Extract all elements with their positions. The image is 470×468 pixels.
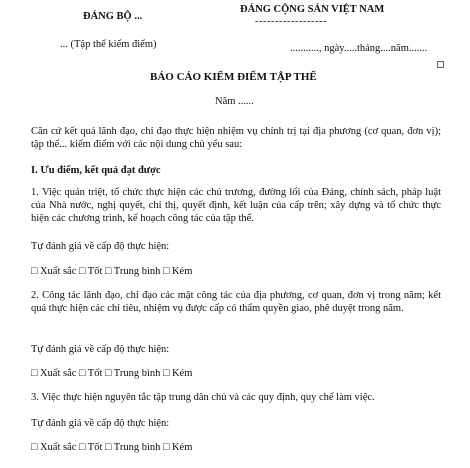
header-dashes: ------------------ (255, 16, 327, 27)
date-line: ..........., ngày.....tháng....năm....... (290, 43, 428, 54)
item-3-text: 3. Việc thực hiện nguyên tắc tập trung dân chủ và các quy định, quy chế làm việc. (31, 392, 375, 403)
collective-label: ... (Tập thể kiểm điểm) (60, 39, 157, 50)
item-2-assess-label: Tự đánh giá về cấp độ thực hiện: (31, 344, 170, 355)
item-1-options: □ Xuất sắc □ Tốt □ Trung bình □ Kém (31, 266, 193, 277)
checkbox-icon (437, 61, 444, 68)
intro-paragraph: Căn cứ kết quả lãnh đạo, chỉ đạo thực hiện nhiệm vụ chính trị tại địa phương (cơ quan, đơn vị); tập thể... kiểm điểm với các nội dung chủ yếu sau: (31, 126, 441, 150)
item-2-text: 2. Công tác lãnh đạo, chỉ đạo các mặt công tác của địa phương, cơ quan, đơn vị trong năm; kết quả thực hiện các chỉ tiêu, nhiệm vụ được cấp có thẩm quyền giao, phê duyệt trong năm. (31, 290, 441, 314)
item-1-assess-label: Tự đánh giá về cấp độ thực hiện: (31, 241, 170, 252)
party-committee: ĐẢNG BỘ ... (83, 11, 143, 22)
item-1-text: 1. Việc quán triệt, tổ chức thực hiện các chủ trương, đường lối của Đảng, chính sách, pháp luật của Nhà nước, nghị quyết, chỉ thị, quyết định, kết luận của cấp trên; xây dựng và tổ chức thực hiện các chương trình, kế hoạch công tác của tập thể. (31, 187, 441, 224)
year-line: Năm ...... (215, 96, 254, 107)
report-title: BÁO CÁO KIỂM ĐIỂM TẬP THỂ (150, 71, 317, 83)
party-name: ĐẢNG CỘNG SẢN VIỆT NAM (240, 4, 385, 15)
item-3-assess-label: Tự đánh giá về cấp độ thực hiện: (31, 418, 170, 429)
item-2-options: □ Xuất sắc □ Tốt □ Trung bình □ Kém (31, 368, 193, 379)
item-3-options: □ Xuất sắc □ Tốt □ Trung bình □ Kém (31, 442, 193, 453)
section-heading: I. Ưu điểm, kết quả đạt được (31, 165, 161, 176)
